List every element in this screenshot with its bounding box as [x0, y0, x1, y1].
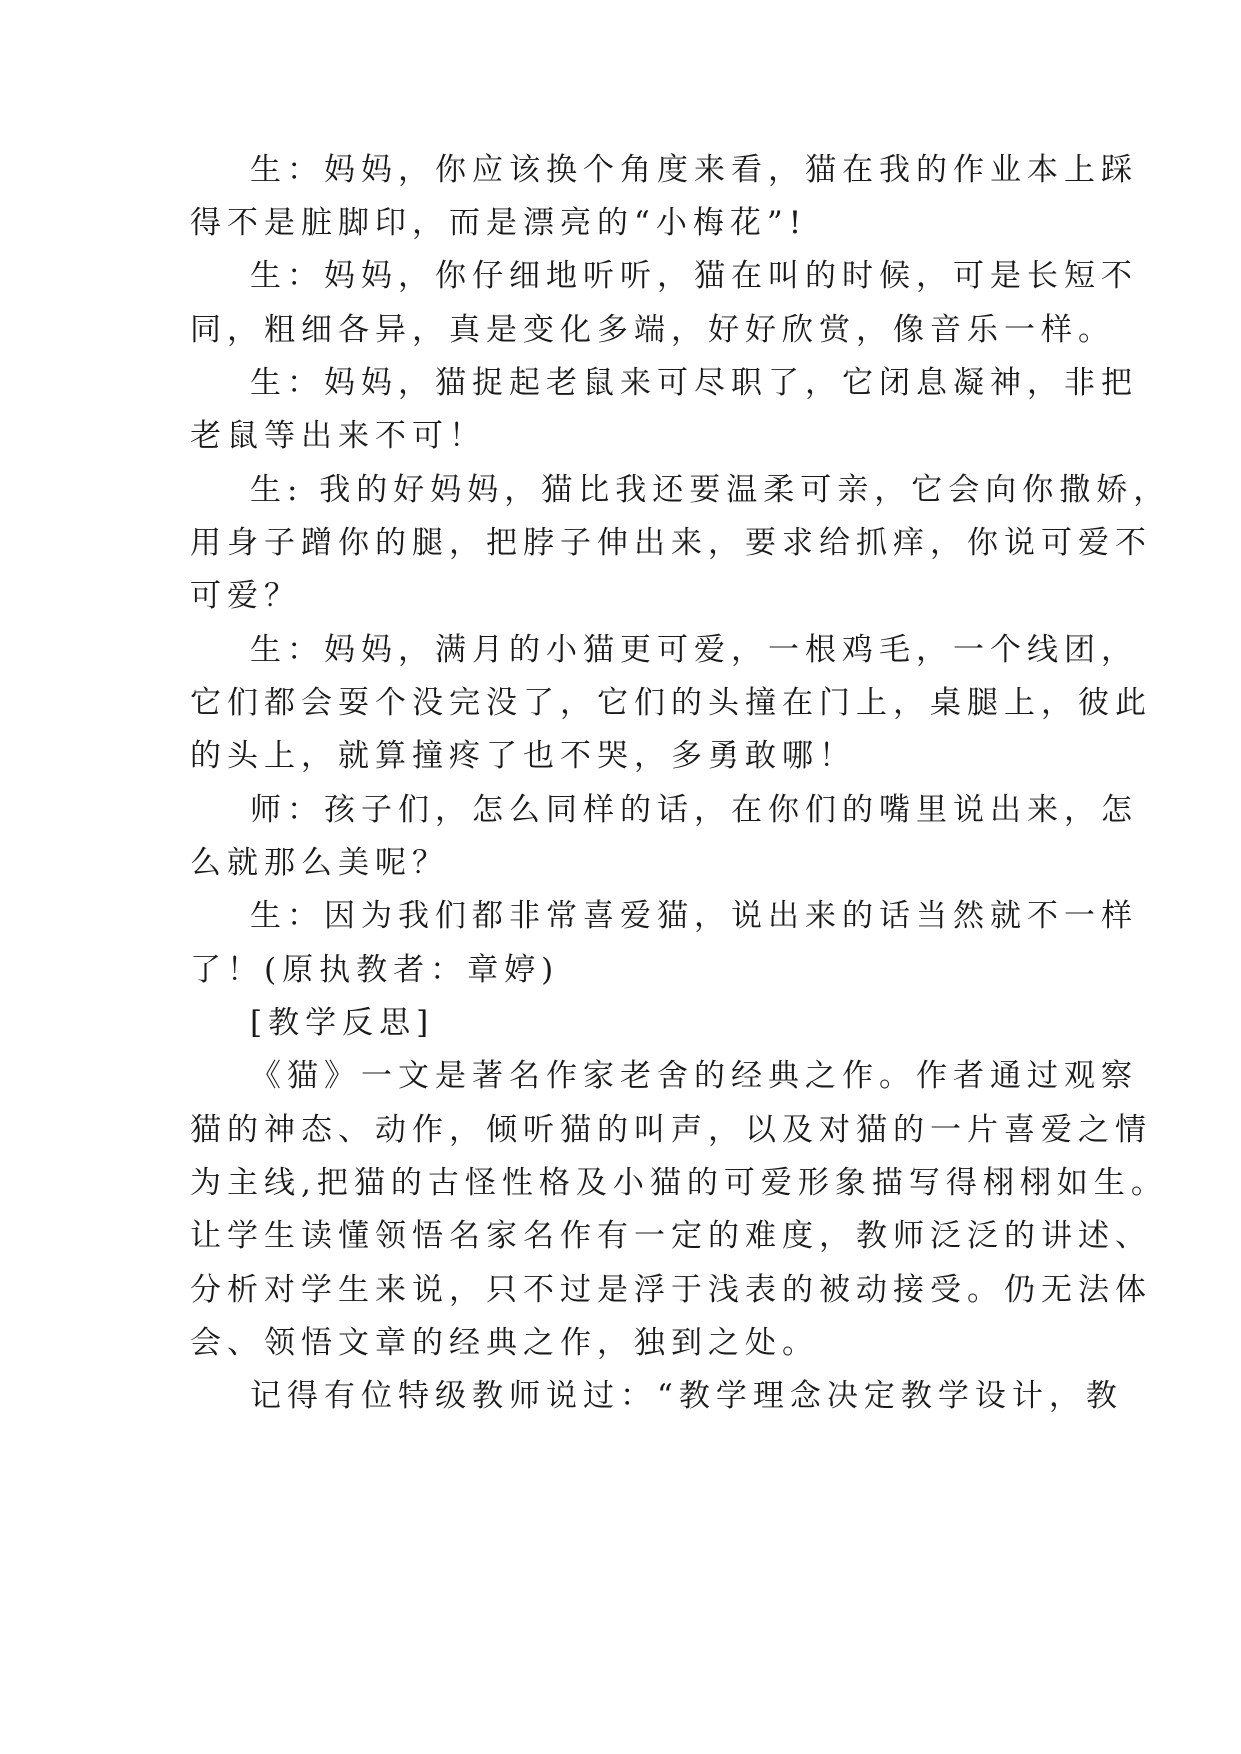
text-line: 为主线,把猫的古怪性格及小猫的可爱形象描写得栩栩如生。	[190, 1165, 1168, 1201]
text-line: 生：妈妈，你应该换个角度来看，猫在我的作业本上踩	[250, 152, 1138, 188]
text-line: 猫的神态、动作，倾听猫的叫声，以及对猫的一片喜爱之情	[190, 1112, 1152, 1148]
text-line: 让学生读懂领悟名家名作有一定的难度，教师泛泛的讲述、	[190, 1218, 1152, 1254]
text-line: 可爱？	[190, 578, 301, 614]
text-line: 了！(原执教者：章婷)	[190, 952, 560, 988]
text-line: 用身子蹭你的腿，把脖子伸出来，要求给抓痒，你说可爱不	[190, 525, 1152, 561]
text-line: 老鼠等出来不可！	[190, 418, 486, 454]
text-line: 么就那么美呢？	[190, 845, 449, 881]
section-heading: [教学反思]	[250, 1005, 435, 1041]
text-line: 生：妈妈，你仔细地听听，猫在叫的时候，可是长短不	[250, 258, 1138, 294]
text-line: 《猫》一文是著名作家老舍的经典之作。作者通过观察	[250, 1058, 1138, 1094]
text-line: 师：孩子们，怎么同样的话，在你们的嘴里说出来，怎	[250, 792, 1138, 828]
text-line: 它们都会耍个没完没了，它们的头撞在门上，桌腿上，彼此	[190, 685, 1152, 721]
text-line: 同，粗细各异，真是变化多端，好好欣赏，像音乐一样。	[190, 312, 1115, 348]
text-line: 得不是脏脚印，而是漂亮的“小梅花”!	[190, 205, 808, 241]
text-line: 的头上，就算撞疼了也不哭，多勇敢哪！	[190, 738, 856, 774]
text-line: 生：因为我们都非常喜爱猫，说出来的话当然就不一样	[250, 898, 1138, 934]
text-line: 生: 我的好妈妈，猫比我还要温柔可亲，它会向你撒娇，	[250, 472, 1171, 508]
text-line: 生：妈妈，满月的小猫更可爱，一根鸡毛，一个线团，	[250, 632, 1138, 668]
text-line: 会、领悟文章的经典之作，独到之处。	[190, 1325, 819, 1361]
text-line: 生：妈妈，猫捉起老鼠来可尽职了，它闭息凝神，非把	[250, 365, 1138, 401]
text-line: 记得有位特级教师说过：“教学理念决定教学设计，教	[250, 1378, 1123, 1414]
text-line: 分析对学生来说，只不过是浮于浅表的被动接受。仍无法体	[190, 1272, 1152, 1308]
